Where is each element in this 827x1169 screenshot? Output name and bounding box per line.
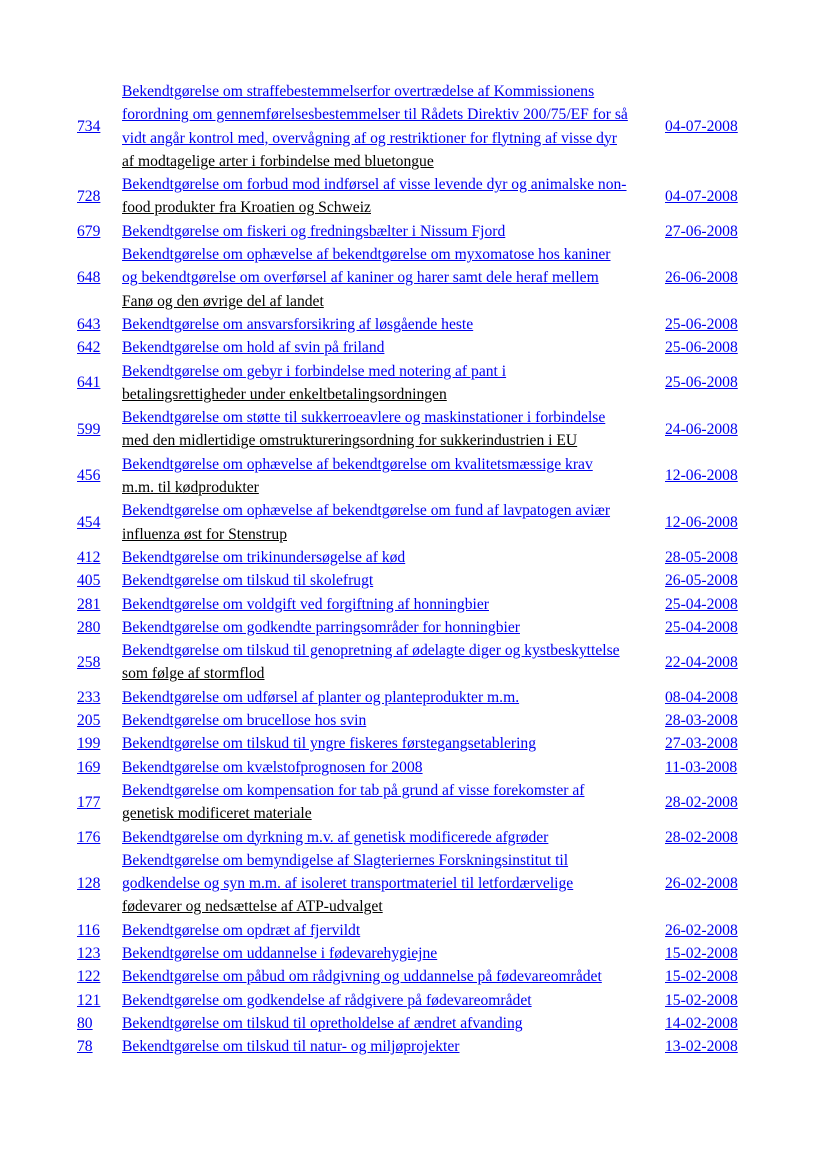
regulation-title-link[interactable]: Bekendtgørelse om tilskud til genopretning af ødelagte diger og kystbeskyttelse: [122, 642, 620, 660]
regulation-date-cell: [665, 965, 745, 988]
regulation-number-cell: [77, 1012, 122, 1035]
regulation-title-text: som følge af stormflod: [122, 665, 265, 683]
regulation-title-link[interactable]: Bekendtgørelse om hold af svin på friland: [122, 339, 385, 357]
regulation-date-link[interactable]: 27-06-2008: [665, 222, 738, 240]
table-row: [77, 709, 745, 732]
regulation-title-line: [122, 919, 665, 942]
regulation-date-cell: [665, 569, 745, 592]
regulation-title-line: [122, 103, 665, 126]
regulation-number-cell: [77, 546, 122, 569]
regulation-title-cell: [122, 779, 665, 826]
regulation-title-text: af modtagelige arter i forbindelse med bluetongue: [122, 152, 434, 170]
regulation-number-cell: [77, 243, 122, 313]
table-row: [77, 243, 745, 313]
regulation-title-cell: [122, 1035, 665, 1058]
regulation-title-link[interactable]: og bekendtgørelse om overførsel af kaniner og harer samt dele heraf mellem: [122, 269, 599, 287]
regulation-date-link[interactable]: 08-04-2008: [665, 688, 738, 706]
regulation-number-link[interactable]: 412: [77, 548, 101, 566]
regulation-title-cell: [122, 616, 665, 639]
regulation-title-cell: [122, 989, 665, 1012]
regulation-title-text: influenza øst for Stenstrup: [122, 525, 287, 543]
regulation-number-link[interactable]: 405: [77, 572, 101, 590]
regulation-number-cell: [77, 639, 122, 686]
table-row: [77, 989, 745, 1012]
regulation-number-cell: [77, 942, 122, 965]
regulation-number-link[interactable]: 456: [77, 467, 101, 485]
regulation-title-line: [122, 686, 665, 709]
table-row: [77, 220, 745, 243]
regulation-date-cell: [665, 616, 745, 639]
regulation-title-link[interactable]: forordning om gennemførelsesbestemmelser til Rådets Direktiv 200/75/EF for så: [122, 106, 628, 124]
regulation-date-cell: [665, 756, 745, 779]
table-row: [77, 173, 745, 220]
regulation-title-link[interactable]: Bekendtgørelse om voldgift ved forgiftning af honningbier: [122, 595, 489, 613]
regulation-title-link[interactable]: Bekendtgørelse om påbud om rådgivning og uddannelse på fødevareområdet: [122, 968, 602, 986]
regulation-title-line: [122, 336, 665, 359]
regulation-date-link[interactable]: 24-06-2008: [665, 420, 738, 438]
regulation-date-cell: [665, 989, 745, 1012]
regulation-date-cell: [665, 686, 745, 709]
table-row: [77, 80, 745, 173]
table-row: [77, 639, 745, 686]
regulation-title-link[interactable]: Bekendtgørelse om tilskud til skolefrugt: [122, 572, 374, 590]
table-row: [77, 1035, 745, 1058]
regulation-title-cell: [122, 336, 665, 359]
regulation-title-line: [122, 313, 665, 336]
regulation-title-cell: [122, 686, 665, 709]
regulation-number-link[interactable]: 78: [77, 1038, 93, 1056]
regulation-title-link[interactable]: Bekendtgørelse om opdræt af fjervildt: [122, 921, 361, 939]
regulation-number-link[interactable]: 122: [77, 968, 101, 986]
table-row: [77, 849, 745, 919]
regulation-title-line: [122, 779, 665, 802]
regulation-number-cell: [77, 1035, 122, 1058]
regulation-date-link[interactable]: 25-04-2008: [665, 595, 738, 613]
regulation-title-line: [122, 150, 665, 173]
regulation-date-link[interactable]: 12-06-2008: [665, 513, 738, 531]
regulation-date-cell: [665, 313, 745, 336]
regulation-title-cell: [122, 173, 665, 220]
regulation-title-line: [122, 266, 665, 289]
regulation-title-link[interactable]: Bekendtgørelse om støtte til sukkerroeavlere og maskinstationer i forbindelse: [122, 409, 606, 427]
regulation-date-link[interactable]: 28-02-2008: [665, 828, 738, 846]
regulation-title-link[interactable]: Bekendtgørelse om straffebestemmelserfor overtrædelse af Kommissionens: [122, 83, 595, 100]
regulation-title-line: [122, 872, 665, 895]
regulation-date-cell: [665, 593, 745, 616]
regulation-title-line: [122, 616, 665, 639]
table-row: [77, 756, 745, 779]
table-row: [77, 453, 745, 500]
regulation-number-cell: [77, 406, 122, 453]
regulation-title-cell: [122, 593, 665, 616]
regulation-title-cell: [122, 406, 665, 453]
regulation-number-cell: [77, 989, 122, 1012]
regulation-title-cell: [122, 965, 665, 988]
regulation-date-cell: [665, 406, 745, 453]
regulation-title-link[interactable]: Bekendtgørelse om fiskeri og fredningsbælter i Nissum Fjord: [122, 222, 506, 240]
regulation-date-cell: [665, 336, 745, 359]
table-row: [77, 686, 745, 709]
regulation-title-line: [122, 383, 665, 406]
regulation-number-link[interactable]: 177: [77, 793, 101, 811]
regulation-title-cell: [122, 919, 665, 942]
regulation-title-link[interactable]: Bekendtgørelse om trikinundersøgelse af kød: [122, 548, 406, 566]
regulation-number-cell: [77, 313, 122, 336]
regulation-title-line: [122, 802, 665, 825]
regulation-number-cell: [77, 919, 122, 942]
regulation-title-cell: [122, 942, 665, 965]
regulation-title-line: [122, 895, 665, 918]
regulation-number-link[interactable]: 281: [77, 595, 101, 613]
regulation-title-line: [122, 243, 665, 266]
table-row: [77, 1012, 745, 1035]
regulation-date-link[interactable]: 25-04-2008: [665, 618, 738, 636]
regulation-title-cell: [122, 1012, 665, 1035]
regulation-number-cell: [77, 849, 122, 919]
table-row: [77, 942, 745, 965]
regulation-number-link[interactable]: 648: [77, 269, 101, 287]
regulation-title-link[interactable]: vidt angår kontrol med, overvågning af og restriktioner for flytning af visse dyr: [122, 129, 617, 147]
regulation-title-line: [122, 429, 665, 452]
table-row: [77, 919, 745, 942]
regulation-date-link[interactable]: 15-02-2008: [665, 944, 738, 962]
regulation-date-cell: [665, 919, 745, 942]
regulation-number-link[interactable]: 233: [77, 688, 101, 706]
regulation-title-line: [122, 173, 665, 196]
regulation-title-line: [122, 80, 665, 103]
table-row: [77, 779, 745, 826]
regulation-title-line: [122, 499, 665, 522]
table-row: [77, 406, 745, 453]
regulation-title-line: [122, 453, 665, 476]
regulation-date-cell: [665, 220, 745, 243]
regulation-title-line: [122, 476, 665, 499]
regulation-number-cell: [77, 732, 122, 755]
regulation-title-cell: [122, 80, 665, 173]
regulation-title-link[interactable]: Bekendtgørelse om dyrkning m.v. af genetisk modificerede afgrøder: [122, 828, 549, 846]
table-row: [77, 965, 745, 988]
regulation-date-link[interactable]: 26-05-2008: [665, 572, 738, 590]
regulation-date-cell: [665, 1012, 745, 1035]
regulation-title-line: [122, 569, 665, 592]
table-row: [77, 360, 745, 407]
regulation-date-link[interactable]: 15-02-2008: [665, 968, 738, 986]
regulation-title-link[interactable]: Bekendtgørelse om tilskud til opretholdelse af ændret afvanding: [122, 1014, 523, 1032]
regulation-list: [77, 80, 745, 1058]
regulation-date-link[interactable]: 25-06-2008: [665, 374, 738, 392]
regulation-date-link[interactable]: 26-02-2008: [665, 921, 738, 939]
regulation-title-link[interactable]: Bekendtgørelse om uddannelse i fødevarehygiejne: [122, 944, 438, 962]
regulation-title-cell: [122, 220, 665, 243]
regulation-title-link[interactable]: Bekendtgørelse om kompensation for tab på grund af visse forekomster af: [122, 781, 585, 799]
regulation-title-line: [122, 639, 665, 662]
regulation-title-link[interactable]: Bekendtgørelse om ophævelse af bekendtgørelse om kvalitetsmæssige krav: [122, 455, 593, 473]
regulation-title-link[interactable]: Bekendtgørelse om brucellose hos svin: [122, 712, 367, 730]
regulation-date-cell: [665, 546, 745, 569]
regulation-number-link[interactable]: 199: [77, 735, 101, 753]
table-row: [77, 826, 745, 849]
regulation-title-text: genetisk modificeret materiale: [122, 805, 312, 823]
regulation-number-cell: [77, 593, 122, 616]
regulation-date-link[interactable]: 04-07-2008: [665, 187, 738, 205]
regulation-number-link[interactable]: 258: [77, 653, 101, 671]
regulation-list-body: [77, 80, 745, 1058]
regulation-number-link[interactable]: 280: [77, 618, 101, 636]
regulation-number-cell: [77, 569, 122, 592]
regulation-number-link[interactable]: 80: [77, 1014, 93, 1032]
regulation-title-line: [122, 196, 665, 219]
regulation-title-cell: [122, 569, 665, 592]
regulation-title-cell: [122, 826, 665, 849]
regulation-title-line: [122, 546, 665, 569]
regulation-title-cell: [122, 709, 665, 732]
regulation-title-cell: [122, 732, 665, 755]
regulation-number-link[interactable]: 679: [77, 222, 101, 240]
regulation-number-link[interactable]: 641: [77, 374, 101, 392]
regulation-number-cell: [77, 499, 122, 546]
regulation-number-link[interactable]: 121: [77, 991, 101, 1009]
regulation-date-cell: [665, 639, 745, 686]
regulation-number-link[interactable]: 642: [77, 339, 101, 357]
regulation-number-link[interactable]: 643: [77, 315, 101, 333]
table-row: [77, 616, 745, 639]
regulation-title-link[interactable]: Bekendtgørelse om gebyr i forbindelse med notering af pant i: [122, 362, 507, 380]
regulation-title-link[interactable]: Bekendtgørelse om godkendte parringsområder for honningbier: [122, 618, 520, 636]
table-row: [77, 593, 745, 616]
regulation-title-line: [122, 406, 665, 429]
table-row: [77, 336, 745, 359]
regulation-title-cell: [122, 849, 665, 919]
regulation-number-link[interactable]: 128: [77, 875, 101, 893]
regulation-title-link[interactable]: godkendelse og syn m.m. af isoleret transportmateriel til letfordærvelige: [122, 875, 574, 893]
regulation-title-text: Fanø og den øvrige del af landet: [122, 292, 324, 310]
regulation-title-line: [122, 849, 665, 872]
table-row: [77, 499, 745, 546]
regulation-number-cell: [77, 80, 122, 173]
table-row: [77, 546, 745, 569]
regulation-number-link[interactable]: 599: [77, 420, 101, 438]
regulation-title-text: m.m. til kødprodukter: [122, 479, 259, 497]
regulation-date-cell: [665, 173, 745, 220]
regulation-date-link[interactable]: 15-02-2008: [665, 991, 738, 1009]
regulation-number-link[interactable]: 169: [77, 758, 101, 776]
regulation-title-line: [122, 826, 665, 849]
regulation-number-link[interactable]: 123: [77, 944, 101, 962]
regulation-title-text: betalingsrettigheder under enkeltbetalingsordningen: [122, 385, 447, 403]
regulation-date-cell: [665, 453, 745, 500]
regulation-title-line: [122, 965, 665, 988]
regulation-date-link[interactable]: 25-06-2008: [665, 315, 738, 333]
regulation-title-line: [122, 756, 665, 779]
regulation-date-cell: [665, 709, 745, 732]
regulation-date-cell: [665, 732, 745, 755]
regulation-title-link[interactable]: Bekendtgørelse om ansvarsforsikring af løsgående heste: [122, 315, 474, 333]
regulation-title-line: [122, 709, 665, 732]
regulation-title-cell: [122, 499, 665, 546]
regulation-number-link[interactable]: 116: [77, 921, 100, 939]
regulation-date-link[interactable]: 28-03-2008: [665, 712, 738, 730]
regulation-title-cell: [122, 546, 665, 569]
regulation-title-cell: [122, 453, 665, 500]
regulation-title-cell: [122, 313, 665, 336]
regulation-number-link[interactable]: 734: [77, 117, 101, 135]
regulation-title-line: [122, 1035, 665, 1058]
table-row: [77, 313, 745, 336]
regulation-date-cell: [665, 942, 745, 965]
regulation-title-cell: [122, 756, 665, 779]
regulation-date-link[interactable]: 12-06-2008: [665, 467, 738, 485]
regulation-date-link[interactable]: 28-05-2008: [665, 548, 738, 566]
regulation-date-cell: [665, 360, 745, 407]
regulation-title-line: [122, 662, 665, 685]
regulation-title-cell: [122, 360, 665, 407]
regulation-date-cell: [665, 80, 745, 173]
regulation-title-line: [122, 593, 665, 616]
regulation-date-link[interactable]: 26-06-2008: [665, 269, 738, 287]
regulation-number-cell: [77, 826, 122, 849]
regulation-number-cell: [77, 686, 122, 709]
regulation-number-link[interactable]: 176: [77, 828, 101, 846]
regulation-title-link[interactable]: Bekendtgørelse om tilskud til natur- og miljøprojekter: [122, 1038, 460, 1056]
regulation-date-cell: [665, 499, 745, 546]
regulation-title-line: [122, 1012, 665, 1035]
regulation-title-line: [122, 989, 665, 1012]
regulation-title-cell: [122, 243, 665, 313]
regulation-number-link[interactable]: 728: [77, 187, 101, 205]
regulation-title-link[interactable]: Bekendtgørelse om kvælstofprognosen for 2008: [122, 758, 423, 776]
regulation-number-cell: [77, 173, 122, 220]
regulation-date-link[interactable]: 27-03-2008: [665, 735, 738, 753]
regulation-date-link[interactable]: 04-07-2008: [665, 117, 738, 135]
regulation-title-line: [122, 360, 665, 383]
regulation-number-cell: [77, 709, 122, 732]
regulation-number-link[interactable]: 454: [77, 513, 101, 531]
regulation-title-link[interactable]: Bekendtgørelse om tilskud til yngre fiskeres førstegangsetablering: [122, 735, 536, 753]
regulation-title-text: fødevarer og nedsættelse af ATP-udvalget: [122, 898, 383, 916]
regulation-title-line: [122, 220, 665, 243]
regulation-number-cell: [77, 220, 122, 243]
regulation-title-text: med den midlertidige omstruktureringsordning for sukkerindustrien i EU: [122, 432, 578, 450]
regulation-date-cell: [665, 1035, 745, 1058]
regulation-date-link[interactable]: 13-02-2008: [665, 1038, 738, 1056]
regulation-number-cell: [77, 779, 122, 826]
regulation-title-line: [122, 732, 665, 755]
regulation-number-cell: [77, 616, 122, 639]
regulation-title-link[interactable]: Bekendtgørelse om forbud mod indførsel af visse levende dyr og animalske non-: [122, 176, 627, 194]
regulation-title-line: [122, 942, 665, 965]
regulation-title-line: [122, 127, 665, 150]
regulation-date-cell: [665, 826, 745, 849]
regulation-number-cell: [77, 336, 122, 359]
regulation-number-cell: [77, 756, 122, 779]
regulation-title-link[interactable]: Bekendtgørelse om godkendelse af rådgivere på fødevareområdet: [122, 991, 532, 1009]
regulation-title-link[interactable]: Bekendtgørelse om udførsel af planter og planteprodukter m.m.: [122, 688, 520, 706]
regulation-date-link[interactable]: 25-06-2008: [665, 339, 738, 357]
regulation-date-link[interactable]: 22-04-2008: [665, 653, 738, 671]
regulation-title-link[interactable]: Bekendtgørelse om ophævelse af bekendtgørelse om myxomatose hos kaniner: [122, 246, 611, 264]
table-row: [77, 732, 745, 755]
regulation-title-link[interactable]: Bekendtgørelse om bemyndigelse af Slagteriernes Forskningsinstitut til: [122, 851, 569, 869]
regulation-date-link[interactable]: 11-03-2008: [665, 758, 738, 776]
regulation-number-cell: [77, 453, 122, 500]
regulation-title-cell: [122, 639, 665, 686]
regulation-title-line: [122, 290, 665, 313]
regulation-number-cell: [77, 965, 122, 988]
regulation-number-cell: [77, 360, 122, 407]
regulation-date-link[interactable]: 14-02-2008: [665, 1014, 738, 1032]
regulation-date-cell: [665, 243, 745, 313]
regulation-date-link[interactable]: 28-02-2008: [665, 793, 738, 811]
regulation-date-cell: [665, 849, 745, 919]
regulation-title-line: [122, 523, 665, 546]
regulation-date-cell: [665, 779, 745, 826]
regulation-title-text: food produkter fra Kroatien og Schweiz: [122, 199, 371, 217]
regulation-date-link[interactable]: 26-02-2008: [665, 875, 738, 893]
regulation-title-link[interactable]: Bekendtgørelse om ophævelse af bekendtgørelse om fund af lavpatogen aviær: [122, 502, 611, 520]
table-row: [77, 569, 745, 592]
regulation-number-link[interactable]: 205: [77, 712, 101, 730]
